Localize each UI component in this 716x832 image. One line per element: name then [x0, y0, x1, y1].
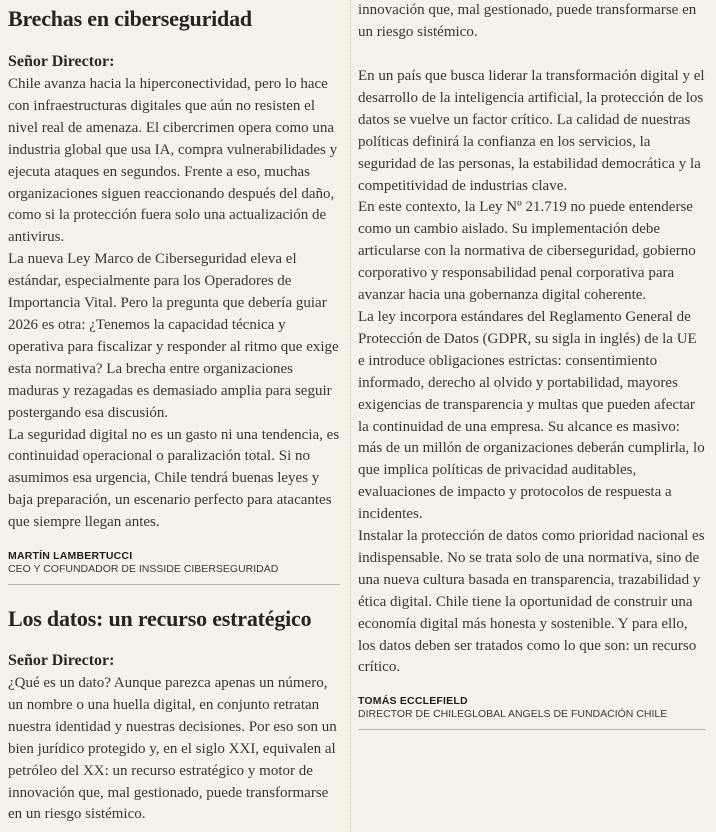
letter2-signature-name: TOMÁS ECCLEFIELD [358, 695, 468, 708]
letter1-paragraph: La nueva Ley Marco de Ciberseguridad eleva el estándar, especialmente para los Operadores de Importancia Vital. Pero la pregunta que debería guiar 2026 es otra: ¿Tenemos la capacidad técnica y operativa para fiscalizar y responder al ritmo que exige esta normativa? La brecha entre organizaciones maduras y rezagadas es demasiado amplia para seguir postergando esa discusión. [8, 251, 339, 421]
letter2-paragraph-continued: innovación que, mal gestionado, puede transformarse en un riesgo sistémico. [358, 2, 697, 40]
letter2-paragraph: ¿Qué es un dato? Aunque parezca apenas un número, un nombre o una huella digital, en conjunto retratan nuestra identidad y nuestras decisiones. Por eso son un bien jurídico protegido y, en el siglo XXI, equivalen al petróleo del XX: un recurso estratégico y motor de innovación que, mal gestionado, puede transformarse en un riesgo sistémico. [8, 675, 337, 823]
letter1-paragraph: La seguridad digital no es un gasto ni una tendencia, es continuidad operacional o paralización total. Si no asumimos esa urgencia, Chile tendrá buenas leyes y baja preparación, un escenario perfecto para atacantes que siempre llegan antes. [8, 426, 340, 531]
column-divider [350, 0, 351, 832]
letter2-paragraph: En este contexto, la Ley Nº 21.719 no puede entenderse como un cambio aislado. Su implementación debe articularse con la normativa de ciberseguridad, gobierno corporativo y responsabilidad penal corporativa para avanzar hacia una gobernanza digital coherente. [358, 199, 696, 304]
letter2-title: Los datos: un recurso estratégico [8, 606, 312, 632]
letter1-salutation: Señor Director: [8, 53, 115, 70]
letter1-signature-role: CEO Y COFUNDADOR DE INSSIDE CIBERSEGURIDAD [8, 563, 279, 576]
right-column [358, 0, 706, 730]
letter1-signature-name: MARTÍN LAMBERTUCCI [8, 550, 133, 563]
letter2-paragraph: Instalar la protección de datos como prioridad nacional es indispensable. No se trata solo de una normativa, sino de una nueva cultura basada en transparencia, trazabilidad y ética digital. Chile tiene la oportunidad de construir una economía digital más honesta y sostenible. Y para ello, los datos deben ser tratados como lo que son: un recurso crítico. [358, 528, 705, 676]
letter2-signature-role: DIRECTOR DE CHILEGLOBAL ANGELS DE FUNDACIÓN CHILE [358, 708, 668, 721]
letter2-paragraph: La ley incorpora estándares del Reglamento General de Protección de Datos (GDPR, su sigla in inglés) de la UE e introduce obligaciones estrictas: consentimiento informado, derecho al olvido y portabilidad, mayores exigencias de transparencia y multas que pueden afectar la continuidad de una empresa. Su alcance es masivo: más de un millón de organizaciones deberán cumplirla, lo que implica políticas de privacidad auditables, evaluaciones de impacto y protocolos de respuesta a incidentes. [358, 308, 705, 523]
left-column [8, 0, 340, 823]
letter1-bottom-rule [8, 584, 340, 585]
letter2-paragraph: En un país que busca liderar la transformación digital y el desarrollo de la inteligencia artificial, la protección de los datos se vuelve un factor crítico. La calidad de nuestras políticas definirá la confianza en los servicios, la seguridad de las personas, la estabilidad democrática y la competitividad de industrias clave. [358, 68, 705, 194]
letter2-bottom-rule [358, 729, 706, 730]
letter1-title: Brechas en ciberseguridad [8, 6, 252, 31]
letter2-continuation-window [358, 0, 706, 132]
letter2-salutation: Señor Director: [8, 652, 115, 670]
letter1-paragraph: Chile avanza hacia la hiperconectividad, pero lo hace con infraestructuras digitales que aún no resisten el nivel real de amenaza. El cibercrimen opera como una industria global que usa IA, compra vulnerabilidades y ejecuta ataques en segundos. Frente a eso, muchas organizaciones siguen reaccionando después del daño, como si la protección fuera solo una actualización de antivirus. [8, 76, 338, 246]
